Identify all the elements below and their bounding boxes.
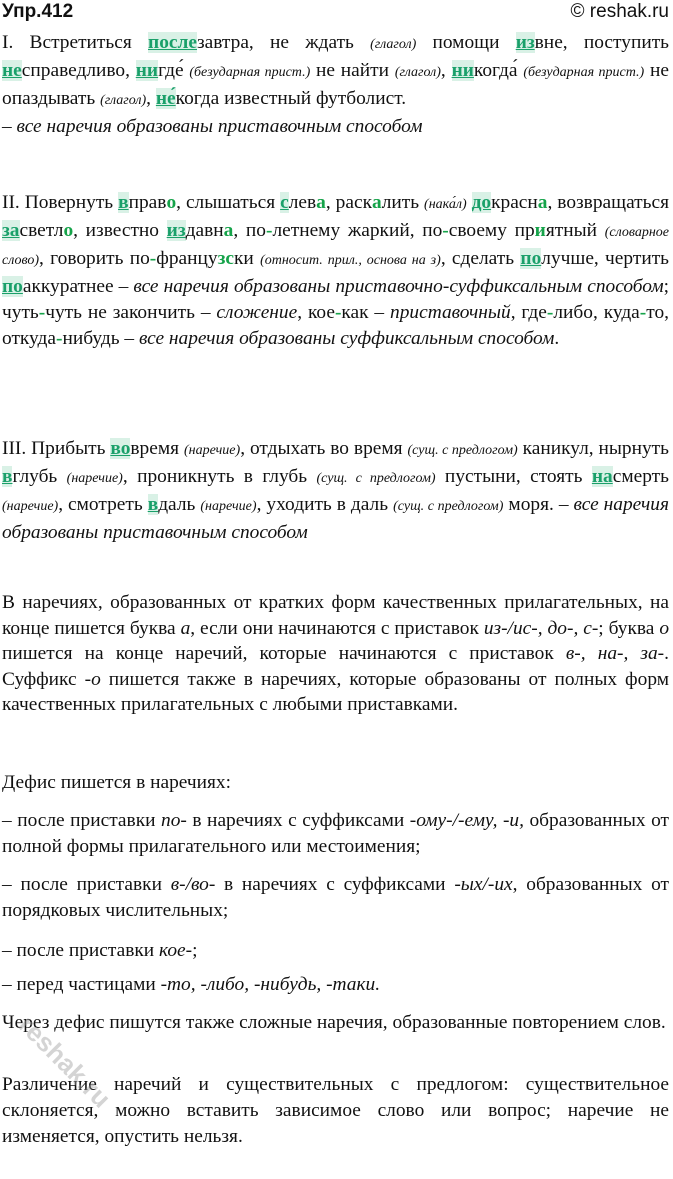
letter-mark: а <box>372 192 382 213</box>
rule-compound: Через дефис пишутся также сложные наречия, образованные повторением слов. <box>2 1012 666 1033</box>
section-3: III. Прибыть вовремя (наречие), отдыхать во время (сущ. с предлогом) каникул, нырнуть вглубь (наречие), проникнуть в глубь (сущ. с предлогом) пустыни, стоять насмерть (наречие), смотреть вдаль (наречие), уходить в даль (сущ. с предлогом) моря. – все наречия образованы приставочным способом <box>2 438 670 543</box>
section-2: II. Повернуть вправо, слышаться слева, раскалить (нака́л) докрасна, возвращаться засветло, известно издавна, по-летнему жаркий, по-своему приятный (словарное слово), говорить по-французски (относит. прил., основа на з), сделать получше, чертить поаккуратнее – все наречия образованы приставочно-суффиксальным способом; чуть-чуть не закончить – сложение, кое-как – приставочный, где-либо, куда-то, откуда-нибудь – все наречия образованы суффиксальным способом. <box>2 192 670 349</box>
rule-hyphen-koe: – после приставки кое-; <box>2 940 198 961</box>
hyphen-mark: - <box>442 220 449 241</box>
prefix-highlight: из <box>515 32 535 53</box>
rule-hyphen-v: – после приставки в-/во- в наречиях с суффиксами -ых/-их, образованных от порядковых числительных; <box>2 874 669 921</box>
prefix-highlight: за <box>2 220 20 241</box>
note: (сущ. с предлогом) <box>393 499 504 514</box>
hyphen-mark: - <box>149 248 157 269</box>
suffix-mark: а <box>223 220 234 241</box>
prefix-highlight: после <box>148 32 197 53</box>
rule-endings: В наречиях, образованных от кратких форм качественных прилагательных, на конце пишется буква а, если они начинаются с приставок из-/ис-, до-, с-; буква о пишется на конце наречий, которые начинаются с приставок в-, на-, за-. Суффикс -о пишется также в наречиях, которые образованы от полных форм качественных прилагательных с любыми приставками. <box>2 592 670 715</box>
prefix-highlight: в <box>118 192 129 213</box>
header <box>0 0 673 26</box>
prefix-highlight: не <box>2 60 22 81</box>
note: (наречие) <box>66 471 123 486</box>
note: (сущ. с предлогом) <box>407 443 518 458</box>
prefix-highlight: ни <box>451 60 474 81</box>
suffix-mark: а <box>316 192 326 213</box>
letter-mark: и <box>534 220 546 241</box>
exercise-title: Упр.412 <box>2 1 74 22</box>
prefix-highlight: с <box>280 192 289 213</box>
prefix-highlight: до <box>471 192 492 213</box>
watermark: reshak.ru <box>12 1009 117 1114</box>
section-1-summary: – все наречия образованы приставочным способом <box>2 116 423 137</box>
prefix-highlight: ни <box>135 60 159 81</box>
prefix-highlight: в <box>147 494 159 515</box>
prefix-highlight: по <box>520 248 542 269</box>
rule-hyphen-intro: Дефис пишется в наречиях: <box>2 772 232 793</box>
note: (относит. прил., основа на з) <box>260 253 441 268</box>
section-1: I. Встретиться послезавтра, не ждать (глагол) помощи извне, поступить несправедливо, нигде́ (безударная прист.) не найти (глагол), никогда́ (безударная прист.) не опаздывать (глагол), не́когда известный футболист. – все наречия образованы приставочным способом <box>2 32 670 137</box>
note: (нака́л) <box>424 197 467 212</box>
note: (безударная прист.) <box>523 65 645 80</box>
note: (наречие) <box>2 499 59 514</box>
note: (глагол) <box>100 93 147 108</box>
site-copyright: © reshak.ru <box>570 1 669 22</box>
hyphen-mark: - <box>56 328 63 349</box>
hyphen-mark: - <box>38 302 46 323</box>
rule-hyphen-particles: – перед частицами -то, -либо, -нибудь, -таки. <box>2 974 381 995</box>
note: (глагол) <box>370 37 417 52</box>
letter-mark: зс <box>217 248 234 269</box>
hyphen-mark: - <box>639 302 647 323</box>
prefix-highlight: не́ <box>155 88 176 109</box>
note: (безударная прист.) <box>189 65 311 80</box>
prefix-highlight: во <box>110 438 131 459</box>
note: (наречие) <box>183 443 241 458</box>
prefix-highlight: в <box>2 466 13 487</box>
note: (словарное слово) <box>2 225 669 268</box>
rule-distinguish: Различение наречий и существительных с предлогом: существительное склоняется, можно вставить зависимое слово или вопрос; наречие не изменяется, опустить нельзя. <box>2 1074 669 1147</box>
suffix-mark: о <box>63 220 74 241</box>
suffix-mark: о <box>166 192 177 213</box>
rule-hyphen-po: – после приставки по- в наречиях с суффиксами -ому-/-ему, -и, образованных от полной формы прилагательного или местоимения; <box>2 810 669 857</box>
note: (сущ. с предлогом) <box>316 471 436 486</box>
hyphen-mark: - <box>334 302 342 323</box>
prefix-highlight: на <box>591 466 613 487</box>
hyphen-mark: - <box>265 220 273 241</box>
note: (глагол) <box>394 65 441 80</box>
prefix-highlight: из <box>166 220 186 241</box>
hyphen-mark: - <box>546 302 554 323</box>
suffix-mark: а <box>537 192 548 213</box>
prefix-highlight: по <box>2 276 23 297</box>
note: (наречие) <box>200 499 257 514</box>
